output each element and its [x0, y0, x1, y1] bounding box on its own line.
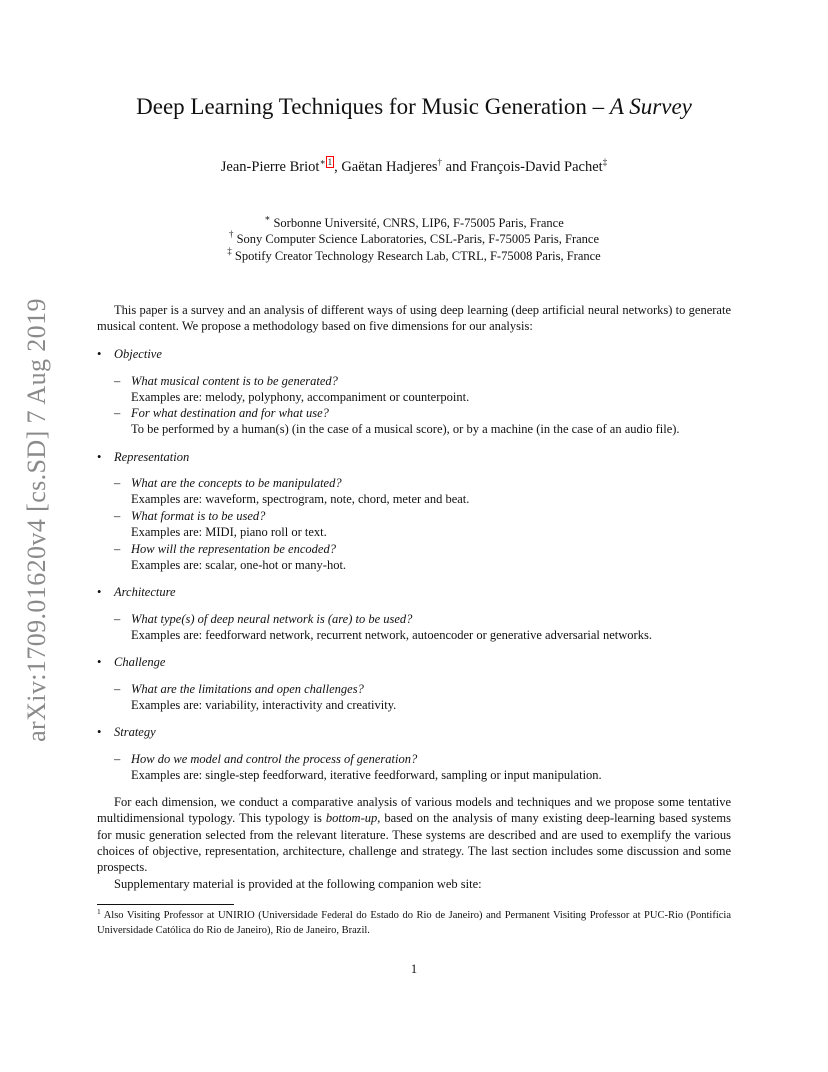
bullet-label: Strategy — [114, 725, 156, 739]
affiliation-3: ‡ Spotify Creator Technology Research Lab, CTRL, F-75008 Paris, France — [227, 245, 601, 263]
answer-text: Examples are: single-step feedforward, iterative feedforward, sampling or input manipulation. — [131, 768, 602, 783]
question-text: How will the representation be encoded? — [131, 542, 336, 556]
answer-text: Examples are: scalar, one-hot or many-hot. — [131, 558, 347, 573]
bottom-up-term: bottom-up — [325, 811, 378, 826]
footnote — [97, 909, 731, 938]
footnote-rule — [97, 904, 234, 905]
footnote-link[interactable]: 1 — [327, 157, 333, 167]
dash-marker: – — [114, 509, 121, 523]
answer-text: Examples are: melody, polyphony, accompaniment or counterpoint. — [131, 390, 470, 405]
analysis-paragraph: For each dimension, we conduct a comparative analysis of various models and techniques and we propose some tentative multidimensional typology. This typology is bottom-up, based on the analysis of many existing deep-learning based systems for music generation selected from the relevant literature. These systems are described and are used to exemplify the various choices of objective, representation, architecture, challenge and strategy. The last section includes some discussion and some prospects. — [97, 795, 731, 875]
author-1: Jean-Pierre Briot — [220, 159, 320, 175]
bullet-label: Representation — [114, 450, 190, 464]
footnote-text: Also Visiting Professor at UNIRIO (Universidade Federal do Estado do Rio de Janeiro) and Permanent Visiting Professor at PUC-Rio (Pontifícia Universidade Católica do Rio de Janeiro), Rio de Janeiro, Brazil. — [97, 910, 731, 936]
answer-text: Examples are: waveform, spectrogram, note, chord, meter and beat. — [131, 492, 470, 507]
question-text: How do we model and control the process of generation? — [131, 752, 418, 766]
answer-text: To be performed by a human(s) (in the case of a musical score), or by a machine (in the case of an audio file). — [131, 422, 680, 437]
answer-text: Examples are: variability, interactivity and creativity. — [131, 698, 397, 713]
dash-marker: – — [114, 612, 121, 626]
footnote-mark: 1 — [97, 907, 101, 916]
title-main: Deep Learning Techniques for Music Generation – — [136, 94, 610, 119]
bullet-dot: • — [97, 450, 102, 464]
answer-text: Examples are: feedforward network, recurrent network, autoencoder or generative adversarial networks. — [131, 628, 652, 643]
paper-title — [0, 92, 828, 122]
dash-marker: – — [114, 406, 121, 420]
bullet-dot: • — [97, 655, 102, 669]
dash-marker: – — [114, 476, 121, 490]
arxiv-stamp: arXiv:1709.01620v4 [cs.SD] 7 Aug 2019 — [22, 298, 51, 742]
title-italic: A Survey — [609, 94, 692, 119]
supplementary-paragraph: Supplementary material is provided at the following companion web site: — [114, 877, 482, 891]
bullet-dot: • — [97, 725, 102, 739]
page-number: 1 — [410, 962, 418, 976]
affiliation-1: ∗ Sorbonne Université, CNRS, LIP6, F-75005 Paris, France — [264, 213, 564, 230]
question-text: For what destination and for what use? — [131, 406, 329, 420]
question-text: What musical content is to be generated? — [131, 374, 338, 388]
dash-marker: – — [114, 374, 121, 388]
question-text: What format is to be used? — [131, 509, 266, 523]
bullet-label: Architecture — [114, 585, 176, 599]
author-2: , Gaëtan Hadjeres — [334, 159, 438, 175]
affiliation-2: † Sony Computer Science Laboratories, CSL-Paris, F-75005 Paris, France — [228, 229, 600, 247]
author-3-mark: ‡ — [602, 157, 608, 167]
bullet-label: Challenge — [114, 655, 166, 669]
affiliations — [0, 215, 828, 264]
dash-marker: – — [114, 682, 121, 696]
question-text: What are the concepts to be manipulated? — [131, 476, 342, 490]
author-1-mark: ∗ — [319, 157, 326, 167]
dash-marker: – — [114, 752, 121, 766]
answer-text: Examples are: MIDI, piano roll or text. — [131, 525, 327, 540]
bullet-dot: • — [97, 347, 102, 361]
intro-paragraph: This paper is a survey and an analysis of different ways of using deep learning (deep artificial neural networks) to generate musical content. We propose a methodology based on five dimensions for our analysis: — [97, 303, 731, 334]
dash-marker: – — [114, 542, 121, 556]
question-text: What type(s) of deep neural network is (are) to be used? — [131, 612, 413, 626]
question-text: What are the limitations and open challenges? — [131, 682, 364, 696]
bullet-label: Objective — [114, 347, 162, 361]
bullet-dot: • — [97, 585, 102, 599]
author-3: and François-David Pachet — [442, 159, 603, 175]
author-line — [0, 157, 828, 177]
author-2-mark: † — [437, 157, 443, 167]
